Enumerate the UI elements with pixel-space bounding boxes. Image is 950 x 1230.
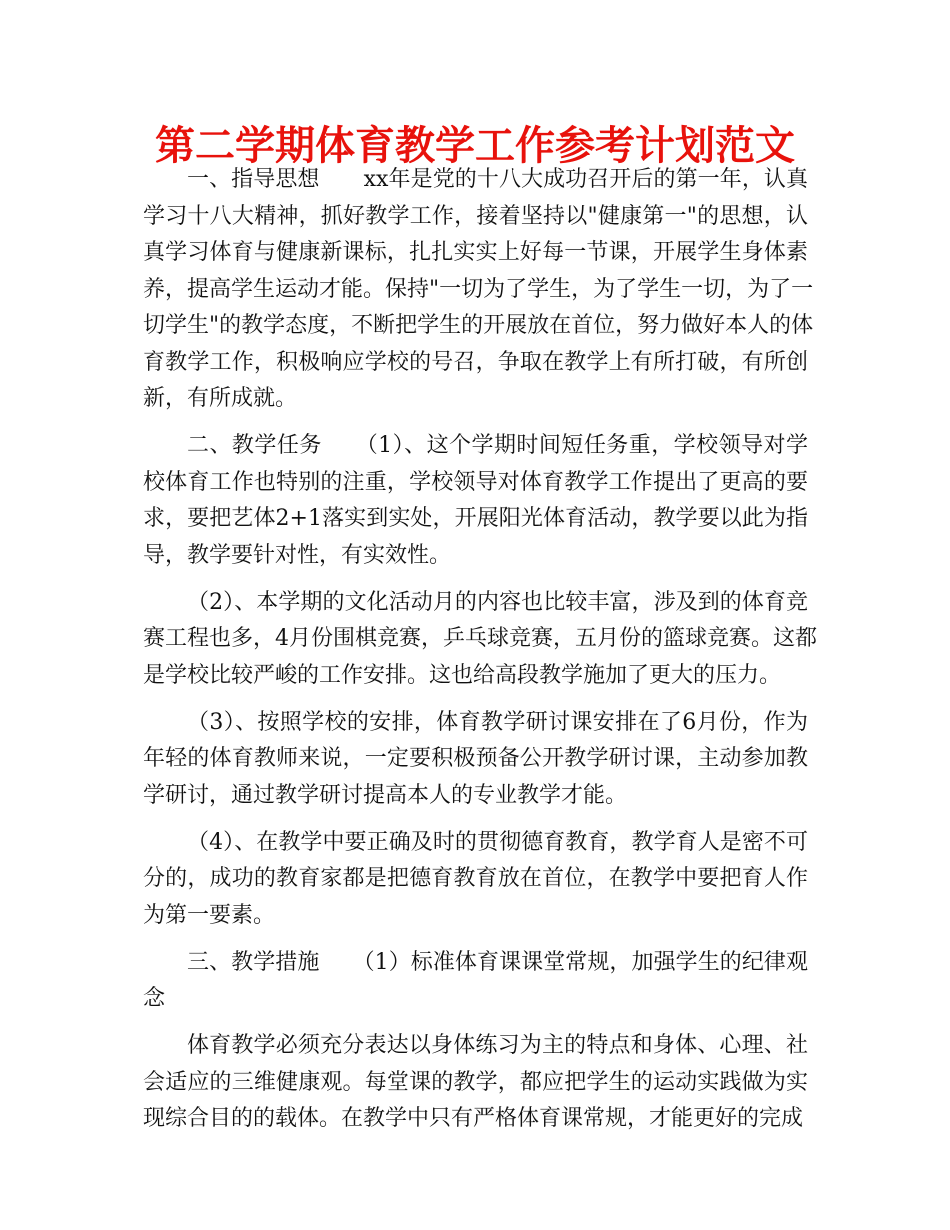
paragraph-gap (143, 574, 808, 585)
paragraph (143, 428, 808, 574)
text-line: 三、教学措施 （1）标准体育课课堂常规，加强学生的纪律观 (187, 949, 808, 975)
paragraph (143, 1028, 808, 1138)
paragraph-gap (143, 934, 808, 945)
document-body (143, 162, 817, 1138)
paragraph-gap (143, 1018, 808, 1029)
text-line: 切学生"的教学态度，不断把学生的开展放在首位，努力做好本人的体 (143, 313, 814, 338)
paragraph (143, 162, 814, 418)
text-line: 求，要把艺体2+1落实到实处，开展阳光体育活动，教学要以此为指 (143, 506, 808, 531)
text-line: （3）、按照学校的安排，体育教学研讨课安排在了6月份，作为 (187, 709, 808, 735)
text-line: 二、教学任务 （1）、这个学期时间短任务重，学校领导对学 (187, 433, 808, 458)
text-line: 学习十八大精神，抓好教学工作，接着坚持以"健康第一"的思想，认 (143, 203, 808, 229)
text-line: 养，提高学生运动才能。保持"一切为了学生，为了学生一切，为了一 (143, 276, 814, 302)
paragraph (143, 945, 808, 1018)
paragraph (143, 825, 808, 935)
document-title: 第二学期体育教学工作参考计划范文 (155, 123, 795, 169)
paragraph-gap (143, 814, 808, 825)
text-line: 体育教学必须充分表达以身体练习为主的特点和身体、心理、社 (187, 1033, 808, 1058)
text-line: 会适应的三维健康观。每堂课的教学，都应把学生的运动实践做为实 (143, 1069, 808, 1095)
paragraph-gap (143, 418, 808, 429)
text-line: 一、指导思想 xx年是党的十八大成功召开后的第一年，认真 (187, 167, 808, 192)
text-line: 年轻的体育教师来说，一定要积极预备公开教学研讨课，主动参加教 (143, 746, 808, 771)
text-line: （2）、本学期的文化活动月的内容也比较丰富，涉及到的体育竞 (187, 589, 808, 615)
paragraph (143, 585, 817, 695)
text-line: 是学校比较严峻的工作安排。这也给高段教学施加了更大的压力。 (143, 662, 782, 688)
text-line: 导，教学要针对性，有实效性。 (143, 542, 452, 568)
text-line: 念 (143, 986, 166, 1011)
text-line: 学研讨，通过教学研讨提高本人的专业教学才能。 (143, 782, 628, 808)
text-line: （4）、在教学中要正确及时的贯彻德育教育，教学育人是密不可 (187, 829, 808, 855)
paragraph (143, 705, 808, 815)
text-line: 新，有所成就。 (143, 386, 298, 411)
paragraph-gap (143, 694, 808, 705)
text-line: 现综合目的的载体。在教学中只有严格体育课常规，才能更好的完成 (143, 1106, 804, 1131)
text-line: 育教学工作，积极响应学校的号召，争取在教学上有所打破，有所创 (143, 349, 808, 375)
text-line: 真学习体育与健康新课标，扎扎实实上好每一节课，开展学生身体素 (143, 240, 808, 265)
text-line: 分的，成功的教育家都是把德育教育放在首位，在教学中要把育人作 (143, 866, 808, 891)
text-line: 校体育工作也特别的注重，学校领导对体育教学工作提出了更高的要 (143, 469, 808, 495)
text-line: 赛工程也多，4月份围棋竞赛，乒乓球竞赛，五月份的篮球竞赛。这都 (143, 626, 817, 651)
text-line: 为第一要素。 (143, 902, 276, 928)
